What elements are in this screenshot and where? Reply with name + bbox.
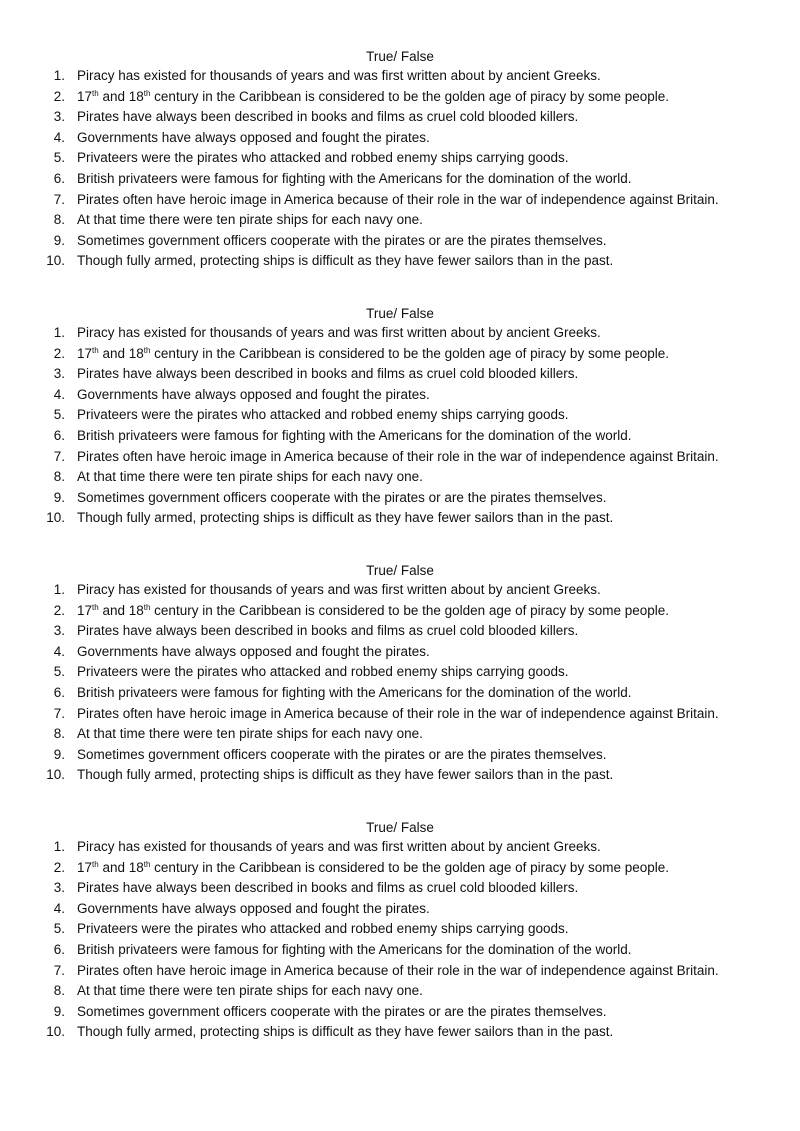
statement-number: 2.: [53, 88, 65, 104]
statement-list: [0, 66, 800, 272]
statement-item: [0, 488, 800, 509]
statement-text: At that time there were ten pirate ships for each navy one.: [77, 469, 423, 485]
statement-text: Governments have always opposed and fought the pirates.: [77, 900, 430, 916]
statement-item: [0, 364, 800, 385]
statement-text: Governments have always opposed and fought the pirates.: [77, 386, 430, 402]
statement-number: 4.: [53, 386, 65, 402]
statement-text-part: 17: [77, 88, 93, 104]
statement-item: [0, 704, 800, 725]
statement-text: Though fully armed, protecting ships is difficult as they have fewer sailors than in the past.: [77, 1024, 614, 1040]
statement-number: 9.: [53, 1003, 65, 1019]
statement-item: [0, 683, 800, 704]
statement-text: Pirates have always been described in books and films as cruel cold blooded killers.: [77, 109, 579, 125]
block-title: True/ False: [366, 49, 434, 64]
statement-text: [77, 858, 669, 879]
statement-item: [0, 981, 800, 1002]
statement-number: 1.: [53, 582, 65, 597]
statement-text-part: century in the Caribbean is considered to be the golden age of piracy by some people.: [150, 602, 669, 618]
statement-number: 4.: [53, 900, 65, 916]
statement-item: [0, 837, 800, 858]
statement-text: Piracy has existed for thousands of years and was first written about by ancient Greeks.: [77, 839, 601, 854]
statement-text: Piracy has existed for thousands of years and was first written about by ancient Greeks.: [77, 68, 601, 83]
statement-item: [0, 642, 800, 663]
statement-item: [0, 508, 800, 529]
statement-text-part: century in the Caribbean is considered to be the golden age of piracy by some people.: [150, 859, 669, 875]
statement-text: Pirates often have heroic image in America because of their role in the war of independence against Britain.: [77, 448, 719, 464]
block-title: True/ False: [366, 820, 434, 835]
statement-text: [77, 344, 669, 365]
statement-number: 1.: [53, 325, 65, 340]
statement-item: [0, 87, 800, 108]
statement-text: Pirates often have heroic image in America because of their role in the war of independence against Britain.: [77, 191, 719, 207]
ordinal-suffix: th: [92, 602, 99, 612]
statement-item: [0, 66, 800, 87]
statement-list: [0, 837, 800, 1043]
statement-text-part: 17: [77, 859, 93, 875]
statement-number: 9.: [53, 232, 65, 248]
block-title: True/ False: [366, 306, 434, 321]
statement-number: 3.: [53, 623, 65, 639]
statement-number: 7.: [53, 962, 65, 978]
statement-text: Sometimes government officers cooperate with the pirates or are the pirates themselves.: [77, 1003, 607, 1019]
statement-text: Piracy has existed for thousands of years and was first written about by ancient Greeks.: [77, 325, 601, 340]
statement-item: [0, 148, 800, 169]
statement-number: 6.: [53, 170, 65, 186]
statement-number: 6.: [53, 941, 65, 957]
statement-item: [0, 745, 800, 766]
statement-number: 10.: [46, 1024, 65, 1040]
statement-list: [0, 323, 800, 529]
statement-number: 3.: [53, 366, 65, 382]
statement-number: 5.: [53, 921, 65, 937]
statement-item: [0, 724, 800, 745]
statement-item: [0, 601, 800, 622]
statement-text: Privateers were the pirates who attacked and robbed enemy ships carrying goods.: [77, 921, 569, 937]
statement-item: [0, 765, 800, 786]
statement-item: [0, 344, 800, 365]
statement-item: [0, 580, 800, 601]
statement-number: 2.: [53, 345, 65, 361]
statement-text: Though fully armed, protecting ships is difficult as they have fewer sailors than in the past.: [77, 253, 614, 269]
block-title: True/ False: [366, 563, 434, 578]
statement-number: 1.: [53, 839, 65, 854]
statement-item: [0, 107, 800, 128]
statement-text-part: century in the Caribbean is considered to be the golden age of piracy by some people.: [150, 88, 669, 104]
statement-item: [0, 323, 800, 344]
ordinal-suffix: th: [143, 859, 151, 869]
statement-text-part: and 18: [98, 345, 144, 361]
statement-number: 6.: [53, 427, 65, 443]
statement-text-part: and 18: [98, 88, 144, 104]
statement-item: [0, 878, 800, 899]
statement-item: [0, 128, 800, 149]
statement-number: 4.: [53, 643, 65, 659]
statement-text: Pirates often have heroic image in America because of their role in the war of independence against Britain.: [77, 705, 719, 721]
statement-number: 7.: [53, 705, 65, 721]
ordinal-suffix: th: [92, 88, 99, 98]
statement-item: [0, 621, 800, 642]
statement-item: [0, 447, 800, 468]
statement-item: [0, 940, 800, 961]
statement-item: [0, 1022, 800, 1043]
statement-item: [0, 169, 800, 190]
statement-number: 8.: [53, 469, 65, 485]
statement-text-part: and 18: [98, 602, 144, 618]
statement-number: 3.: [53, 109, 65, 125]
statement-item: [0, 251, 800, 272]
statement-text: Pirates have always been described in books and films as cruel cold blooded killers.: [77, 623, 579, 639]
statement-item: [0, 899, 800, 920]
statement-number: 10.: [46, 510, 65, 526]
statement-number: 8.: [53, 983, 65, 999]
statement-item: [0, 426, 800, 447]
statement-text: Privateers were the pirates who attacked and robbed enemy ships carrying goods.: [77, 664, 569, 680]
statement-text: Pirates have always been described in books and films as cruel cold blooded killers.: [77, 880, 579, 896]
statement-text: Privateers were the pirates who attacked and robbed enemy ships carrying goods.: [77, 407, 569, 423]
ordinal-suffix: th: [143, 345, 151, 355]
statement-number: 5.: [53, 664, 65, 680]
statement-text: Privateers were the pirates who attacked and robbed enemy ships carrying goods.: [77, 150, 569, 166]
statement-text-part: and 18: [98, 859, 144, 875]
statement-number: 8.: [53, 212, 65, 228]
statement-number: 6.: [53, 684, 65, 700]
statement-item: [0, 858, 800, 879]
statement-text: British privateers were famous for fighting with the Americans for the domination of the world.: [77, 170, 632, 186]
statement-text: At that time there were ten pirate ships for each navy one.: [77, 212, 423, 228]
statement-number: 4.: [53, 129, 65, 145]
statement-text: British privateers were famous for fighting with the Americans for the domination of the world.: [77, 684, 632, 700]
statement-text: Sometimes government officers cooperate with the pirates or are the pirates themselves.: [77, 232, 607, 248]
statement-number: 7.: [53, 448, 65, 464]
ordinal-suffix: th: [92, 345, 99, 355]
statement-text: Governments have always opposed and fought the pirates.: [77, 643, 430, 659]
statement-item: [0, 467, 800, 488]
statement-text: Pirates have always been described in books and films as cruel cold blooded killers.: [77, 366, 579, 382]
statement-text-part: century in the Caribbean is considered to be the golden age of piracy by some people.: [150, 345, 669, 361]
statement-item: [0, 961, 800, 982]
statement-number: 10.: [46, 253, 65, 269]
statement-number: 9.: [53, 489, 65, 505]
ordinal-suffix: th: [143, 88, 151, 98]
statement-item: [0, 190, 800, 211]
statement-number: 8.: [53, 726, 65, 742]
statement-text: At that time there were ten pirate ships for each navy one.: [77, 983, 423, 999]
statement-text: Though fully armed, protecting ships is difficult as they have fewer sailors than in the past.: [77, 767, 614, 783]
statement-text: Sometimes government officers cooperate with the pirates or are the pirates themselves.: [77, 489, 607, 505]
statement-number: 5.: [53, 150, 65, 166]
statement-number: 10.: [46, 767, 65, 783]
statement-text: British privateers were famous for fighting with the Americans for the domination of the world.: [77, 941, 632, 957]
statement-item: [0, 385, 800, 406]
statement-text: Though fully armed, protecting ships is difficult as they have fewer sailors than in the past.: [77, 510, 614, 526]
statement-text: [77, 87, 669, 108]
statement-item: [0, 231, 800, 252]
statement-text-part: 17: [77, 345, 93, 361]
statement-text: Piracy has existed for thousands of years and was first written about by ancient Greeks.: [77, 582, 601, 597]
statement-text: [77, 601, 669, 622]
statement-number: 3.: [53, 880, 65, 896]
statement-number: 2.: [53, 859, 65, 875]
statement-number: 9.: [53, 746, 65, 762]
statement-item: [0, 405, 800, 426]
statement-item: [0, 662, 800, 683]
ordinal-suffix: th: [143, 602, 151, 612]
statement-text-part: 17: [77, 602, 93, 618]
statement-text: Sometimes government officers cooperate with the pirates or are the pirates themselves.: [77, 746, 607, 762]
ordinal-suffix: th: [92, 859, 99, 869]
statement-text: At that time there were ten pirate ships for each navy one.: [77, 726, 423, 742]
statement-number: 2.: [53, 602, 65, 618]
statement-item: [0, 919, 800, 940]
statement-text: British privateers were famous for fighting with the Americans for the domination of the world.: [77, 427, 632, 443]
statement-list: [0, 580, 800, 786]
statement-text: Pirates often have heroic image in America because of their role in the war of independence against Britain.: [77, 962, 719, 978]
statement-number: 5.: [53, 407, 65, 423]
statement-number: 7.: [53, 191, 65, 207]
statement-item: [0, 210, 800, 231]
statement-item: [0, 1002, 800, 1023]
statement-text: Governments have always opposed and fought the pirates.: [77, 129, 430, 145]
statement-number: 1.: [53, 68, 65, 83]
